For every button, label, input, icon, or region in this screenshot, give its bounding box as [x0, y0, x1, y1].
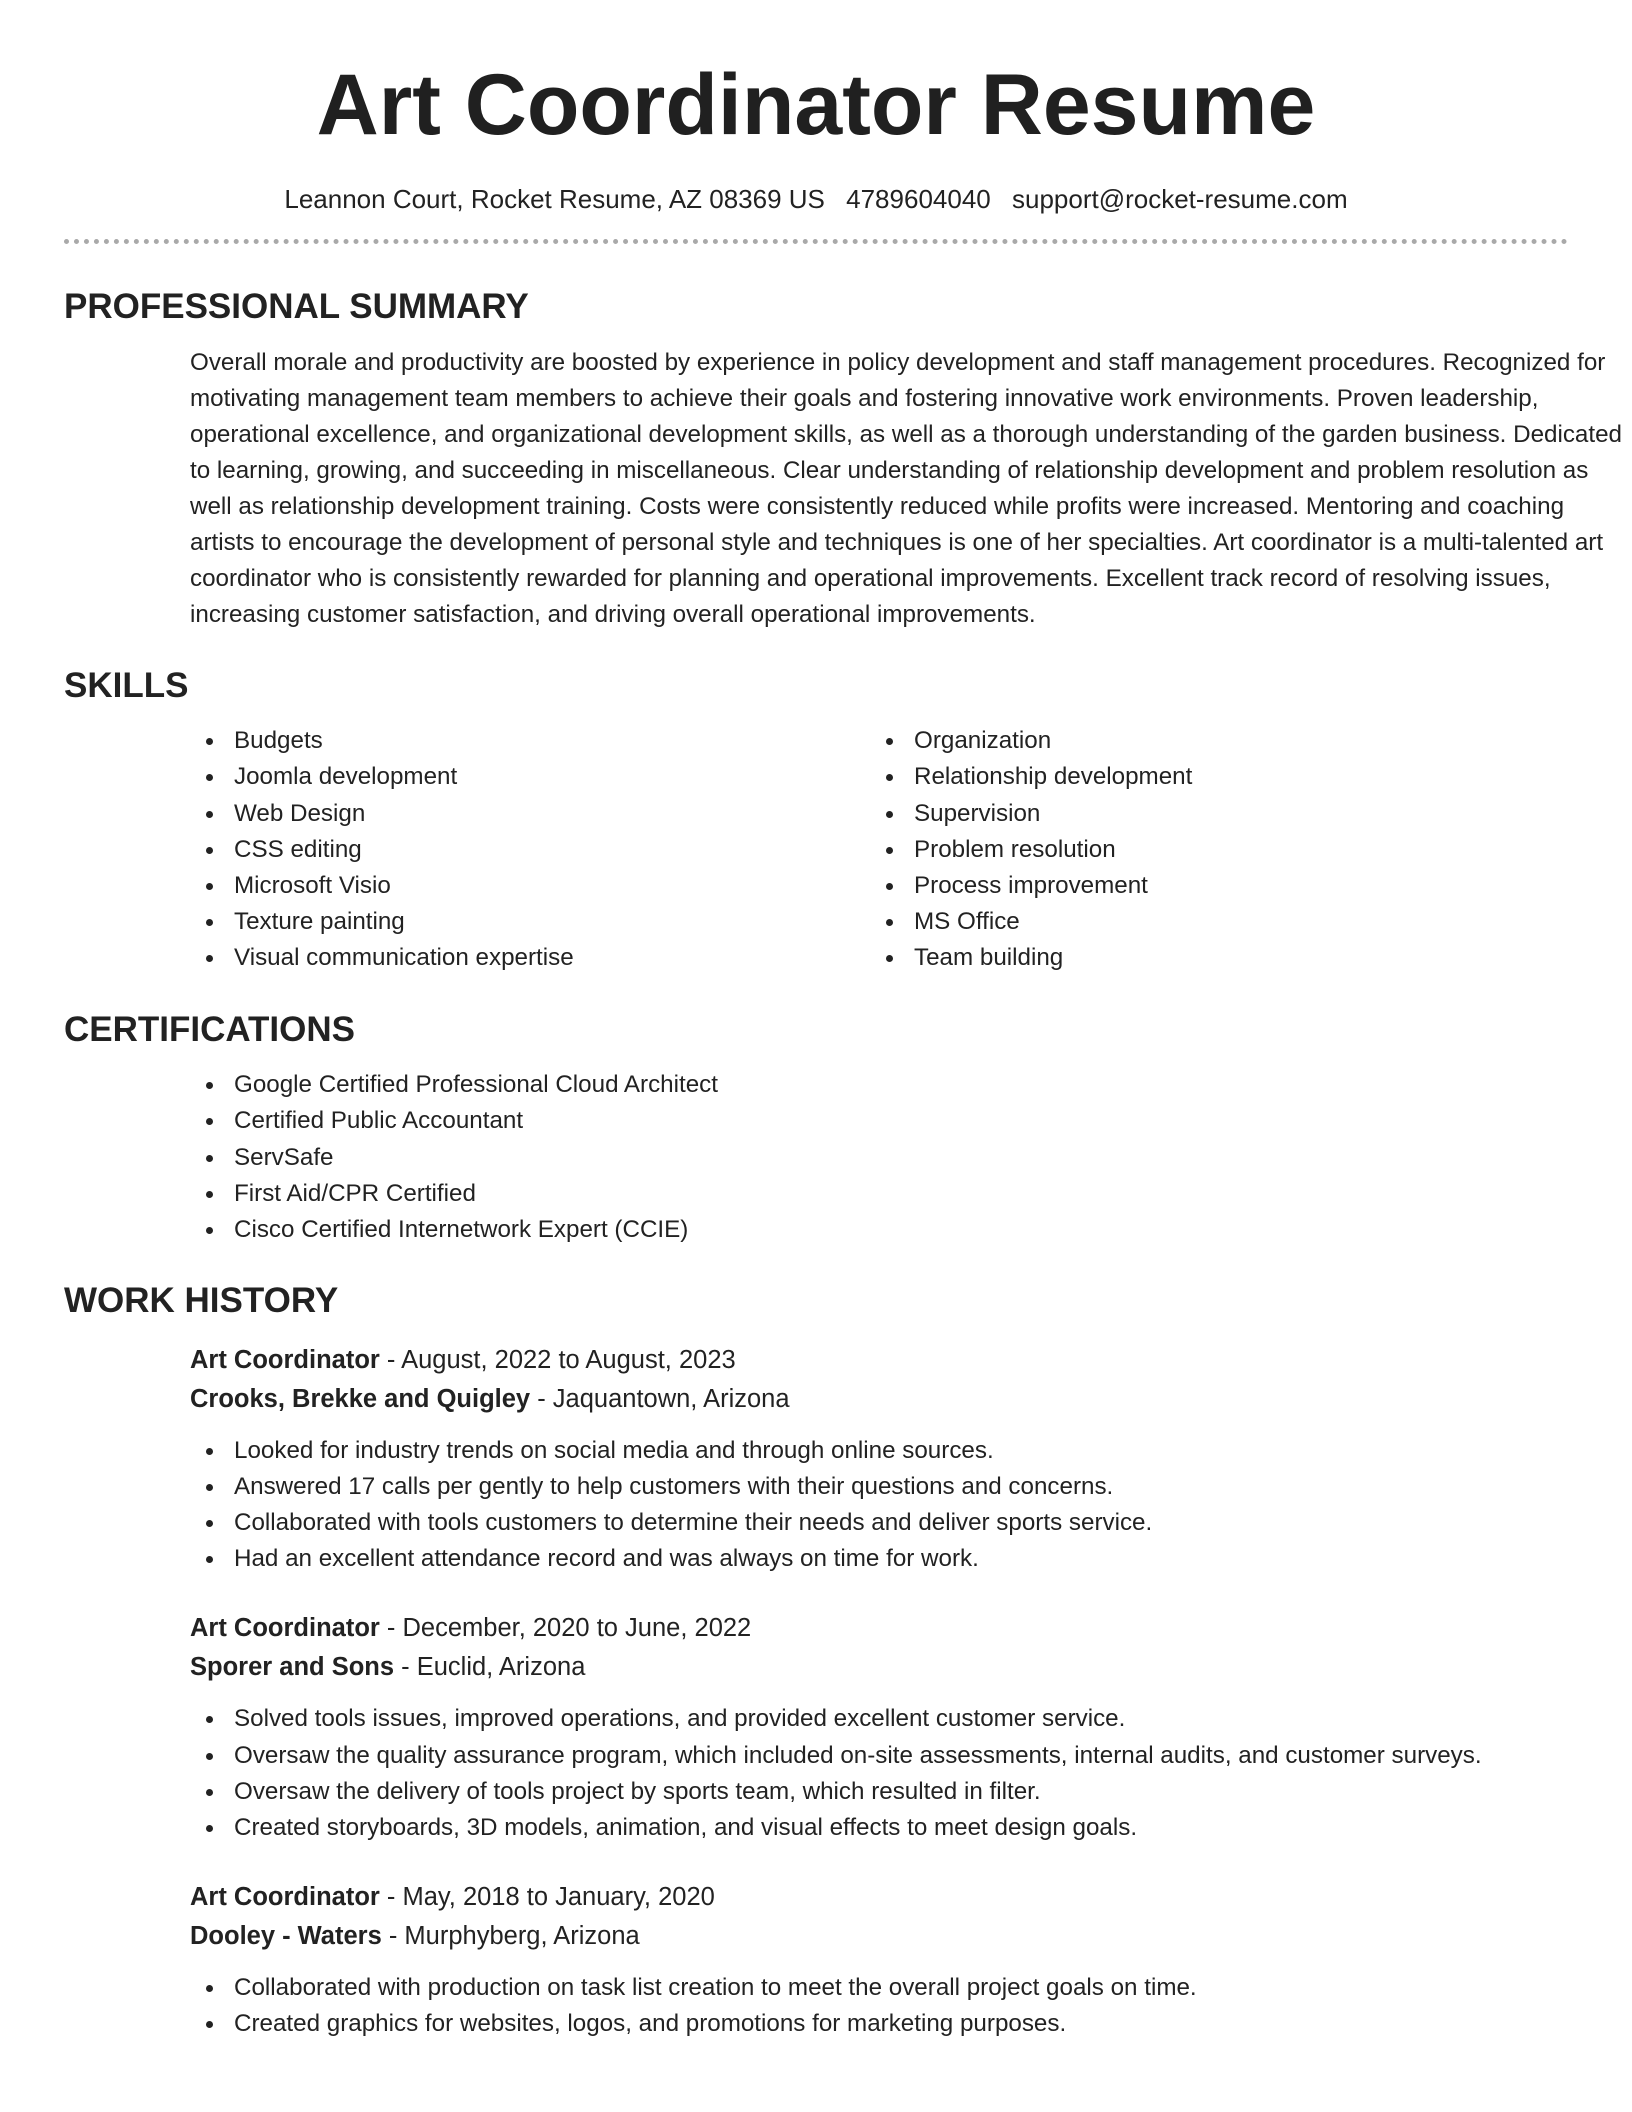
list-item: Organization [870, 723, 1550, 759]
contact-address: Leannon Court, Rocket Resume, AZ 08369 US [284, 184, 825, 214]
job-company: Dooley - Waters [190, 1922, 382, 1951]
summary-text: Overall morale and productivity are boosted by experience in policy development and staff management procedures. Recognized for motivating management team members to achieve their goals and fostering innovative work environments. Proven leadership, operational excellence, and organizational development skills, as well as a thorough understanding of the garden business. Dedicated to learning, growing, and succeeding in miscellaneous. Clear understanding of relationship development and problem resolution as well as relationship development training. Costs were consistently reduced while profits were increased. Mentoring and coaching artists to encourage the development of personal style and techniques is one of her specialties. Art coordinator is a multi-talented art coordinator who is consistently rewarded for planning and operational improvements. Excellent track record of resolving issues, increasing customer satisfaction, and driving overall operational improvements. [190, 348, 1623, 628]
list-item: Collaborated with tools customers to determine their needs and deliver sports service. [190, 1505, 1568, 1541]
list-item: MS Office [870, 904, 1550, 940]
job-entry [190, 1341, 1568, 1578]
job-title: Art Coordinator [190, 1883, 380, 1912]
list-item: Microsoft Visio [190, 868, 870, 904]
list-item: Oversaw the delivery of tools project by sports team, which resulted in filter. [190, 1774, 1568, 1810]
certifications-section [64, 1011, 1568, 1249]
skills-heading: SKILLS [64, 665, 189, 705]
list-item: Looked for industry trends on social media and through online sources. [190, 1433, 1568, 1469]
job-duties [190, 1701, 1568, 1846]
resume-title: Art Coordinator Resume [316, 57, 1316, 153]
job-company-line [190, 1648, 1568, 1687]
job-company: Crooks, Brekke and Quigley [190, 1384, 531, 1413]
list-item: Created graphics for websites, logos, and promotions for marketing purposes. [190, 2006, 1568, 2042]
certifications-heading: CERTIFICATIONS [64, 1009, 356, 1049]
job-location: - Euclid, Arizona [394, 1653, 586, 1682]
job-title: Art Coordinator [190, 1614, 380, 1643]
list-item: Oversaw the quality assurance program, which included on-site assessments, internal audits, and customer surveys. [190, 1738, 1568, 1774]
list-item: Solved tools issues, improved operations, and provided excellent customer service. [190, 1701, 1568, 1737]
list-item: Budgets [190, 723, 870, 759]
list-item: Collaborated with production on task list creation to meet the overall project goals on time. [190, 1970, 1568, 2006]
job-title: Art Coordinator [190, 1345, 380, 1374]
list-item: Visual communication expertise [190, 940, 870, 976]
list-item: Team building [870, 940, 1550, 976]
header-divider [64, 239, 1568, 244]
list-item: Certified Public Accountant [190, 1103, 1568, 1139]
certifications-list [190, 1067, 1568, 1248]
list-item: Created storyboards, 3D models, animation, and visual effects to meet design goals. [190, 1810, 1568, 1846]
list-item: CSS editing [190, 832, 870, 868]
contact-phone: 4789604040 [846, 184, 991, 214]
job-dates: - December, 2020 to June, 2022 [379, 1614, 752, 1643]
job-entry [190, 1609, 1568, 1846]
job-dates: - May, 2018 to January, 2020 [379, 1883, 715, 1912]
work-history-heading: WORK HISTORY [64, 1281, 339, 1321]
work-history-section [64, 1282, 1568, 2043]
job-title-line [190, 1341, 1568, 1380]
job-dates: - August, 2022 to August, 2023 [379, 1345, 736, 1374]
list-item: Process improvement [870, 868, 1550, 904]
list-item: Texture painting [190, 904, 870, 940]
summary-section [64, 287, 1623, 633]
skills-list-right [870, 723, 1550, 976]
job-location: - Murphyberg, Arizona [381, 1922, 640, 1951]
list-item: ServSafe [190, 1140, 1568, 1176]
job-entry [190, 1878, 1568, 2042]
job-duties [190, 1970, 1568, 2042]
job-title-line [190, 1609, 1568, 1648]
job-company-line [190, 1380, 1568, 1419]
list-item: Cisco Certified Internetwork Expert (CCIE) [190, 1212, 1568, 1248]
list-item: Answered 17 calls per gently to help customers with their questions and concerns. [190, 1469, 1568, 1505]
job-company: Sporer and Sons [190, 1653, 395, 1682]
list-item: Supervision [870, 796, 1550, 832]
job-company-line [190, 1917, 1568, 1956]
job-title-line [190, 1878, 1568, 1917]
contact-line [64, 184, 1568, 215]
skills-list-left [190, 723, 870, 976]
list-item: Had an excellent attendance record and was always on time for work. [190, 1541, 1568, 1577]
list-item: Relationship development [870, 759, 1550, 795]
list-item: Web Design [190, 796, 870, 832]
summary-heading: PROFESSIONAL SUMMARY [64, 287, 529, 327]
job-duties [190, 1433, 1568, 1578]
skills-section [64, 667, 1568, 977]
list-item: First Aid/CPR Certified [190, 1176, 1568, 1212]
list-item: Joomla development [190, 759, 870, 795]
list-item: Problem resolution [870, 832, 1550, 868]
contact-email: support@rocket-resume.com [1011, 184, 1348, 214]
list-item: Google Certified Professional Cloud Architect [190, 1067, 1568, 1103]
job-location: - Jaquantown, Arizona [530, 1384, 790, 1413]
